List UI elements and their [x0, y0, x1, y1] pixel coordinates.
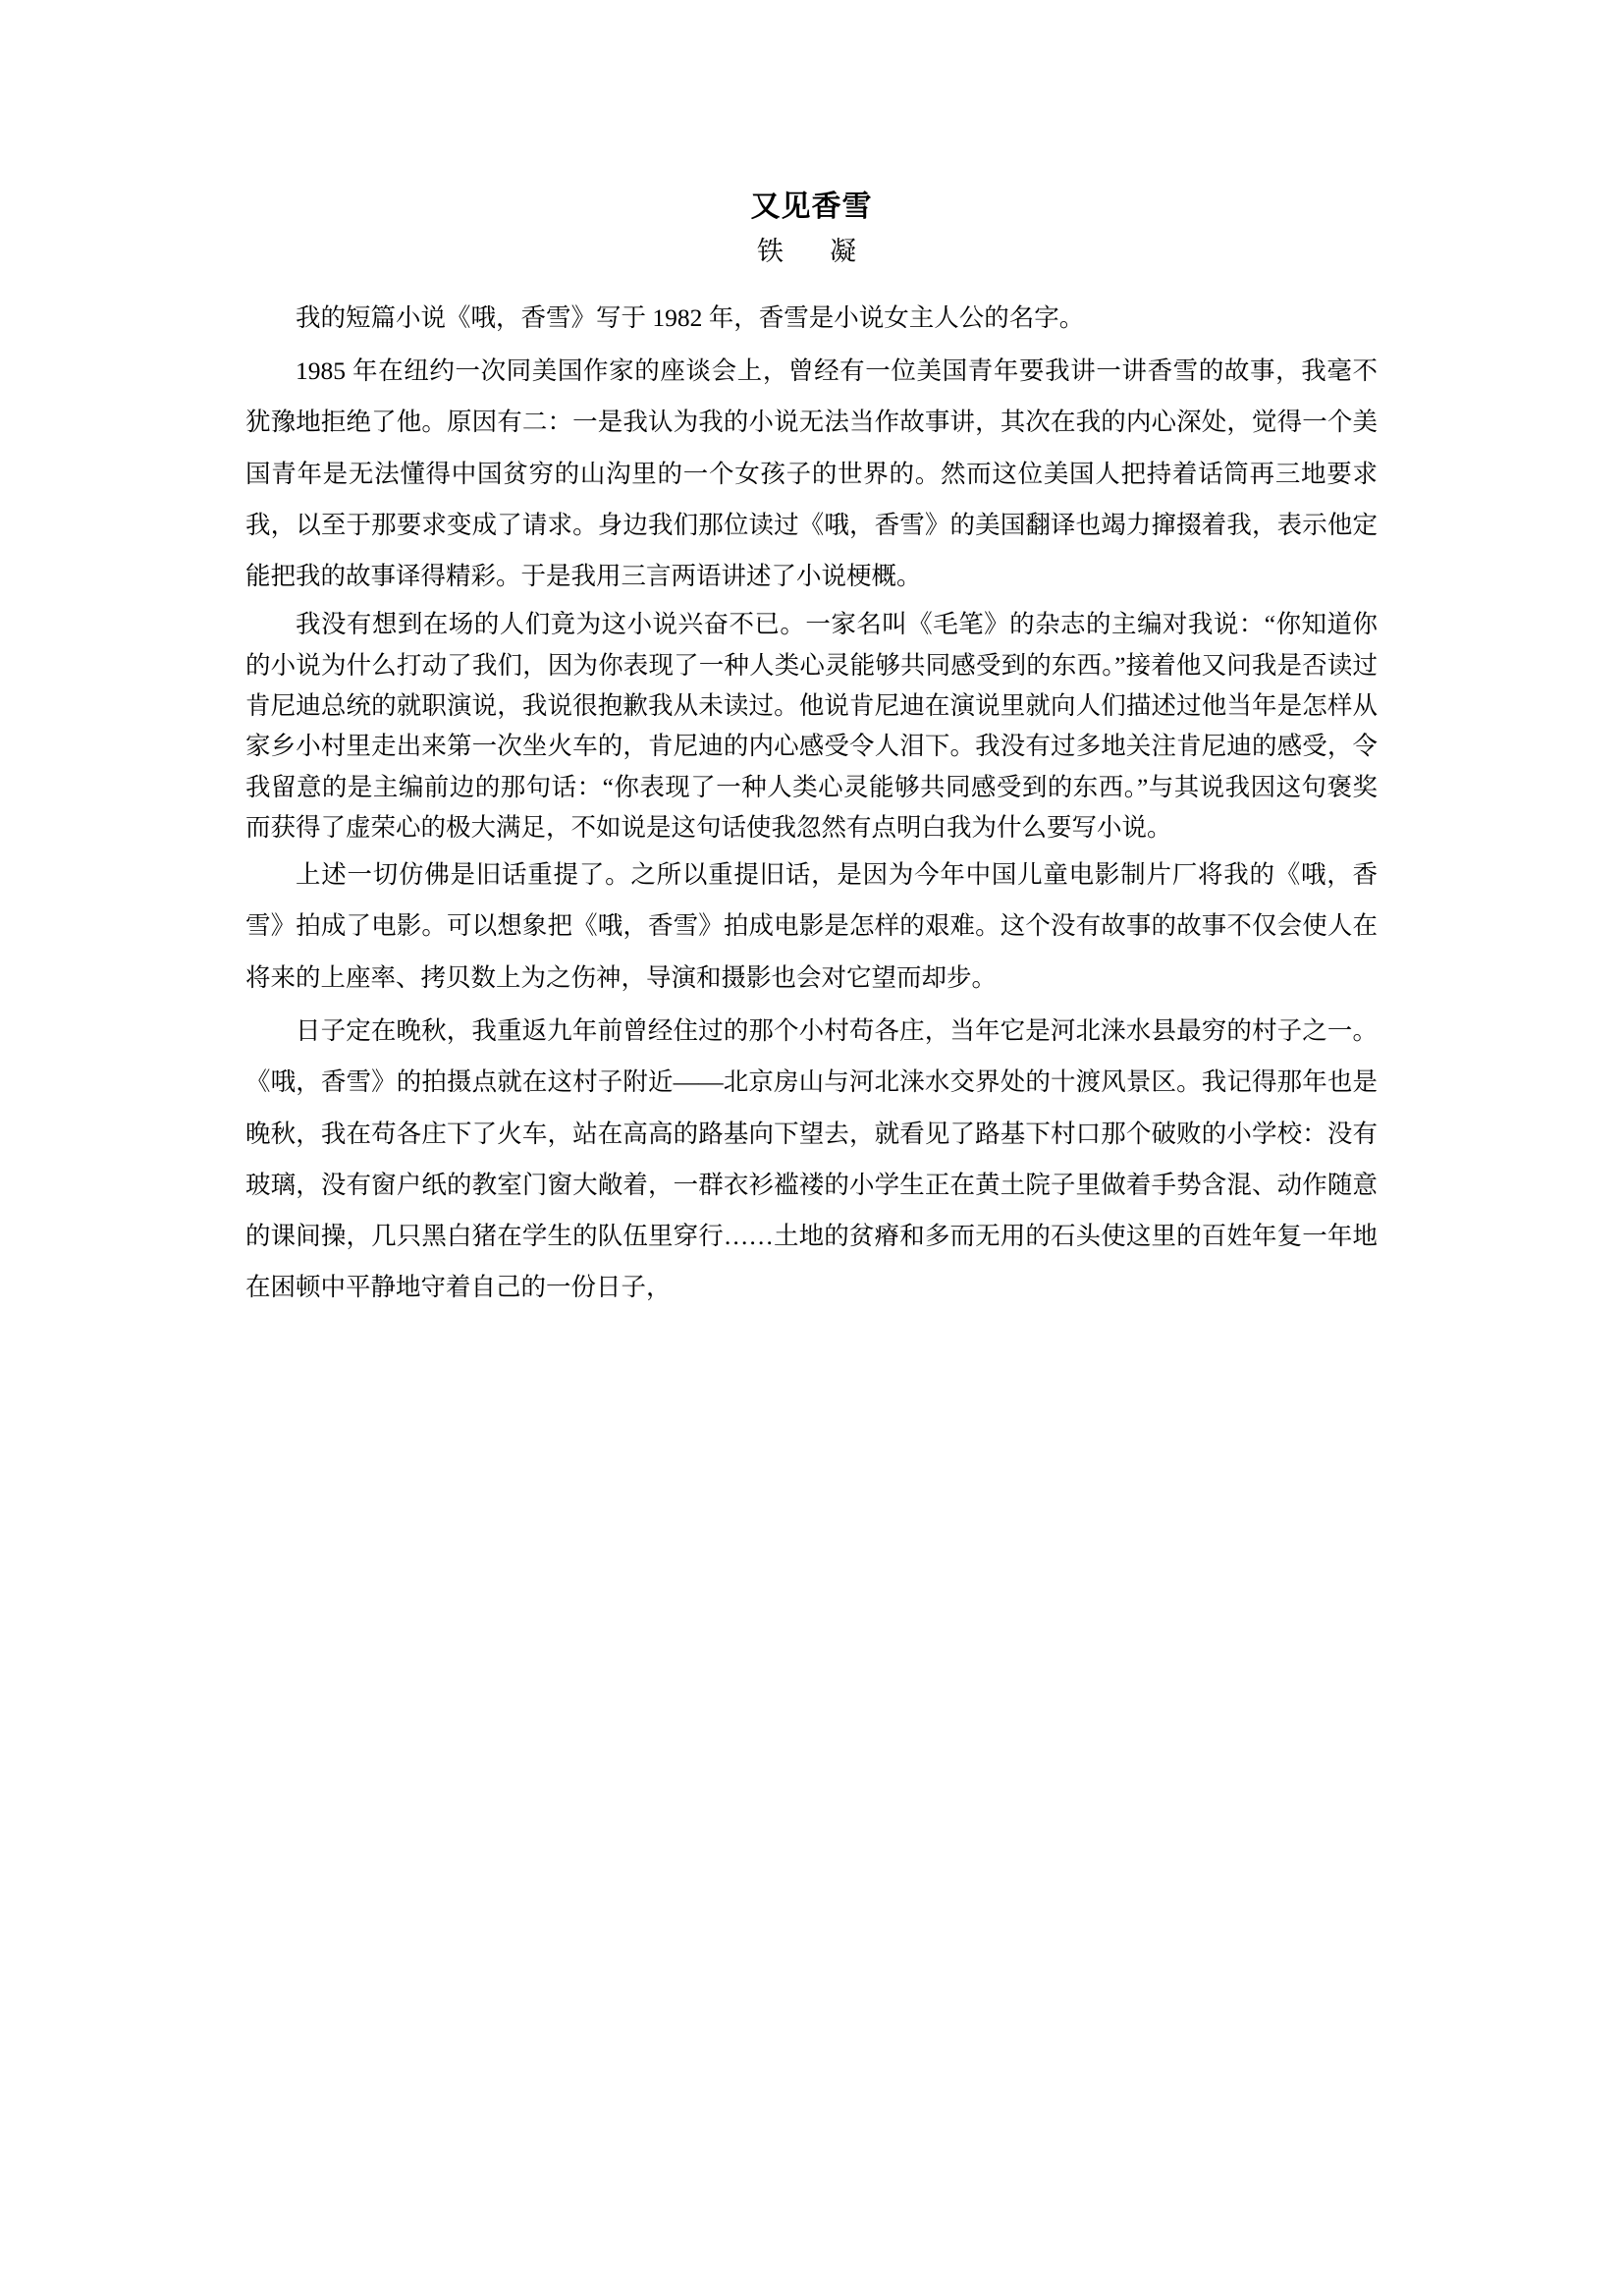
author-line: 铁 凝 [757, 237, 866, 266]
paragraph-3: 我没有想到在场的人们竟为这小说兴奋不已。一家名叫《毛笔》的杂志的主编对我说：“你知道你的小说为什么打动了我们，因为你表现了一种人类心灵能够共同感受到的东西。”接着他又问我是否读过肯尼迪总统的就职演说，我说很抱歉我从未读过。他说肯尼迪在演说里就向人们描述过他当年是怎样从家乡小村里走出来第一次坐火车的，肯尼迪的内心感受令人泪下。我没有过多地关注肯尼迪的感受，令我留意的是主编前边的那句话：“你表现了一种人类心灵能够共同感受到的东西。”与其说我因这句褒奖而获得了虚荣心的极大满足，不如说是这句话使我忽然有点明白我为什么要写小说。 [245, 610, 1378, 842]
paragraph-5: 日子定在晚秋，我重返九年前曾经住过的那个小村苟各庄，当年它是河北涞水县最穷的村子之一。《哦，香雪》的拍摄点就在这村子附近——北京房山与河北涞水交界处的十渡风景区。我记得那年也是晚秋，我在苟各庄下了火车，站在高高的路基向下望去，就看见了路基下村口那个破败的小学校：没有玻璃，没有窗户纸的教室门窗大敞着，一群衣衫褴褛的小学生正在黄土院子里做着手势含混、动作随意的课间操，几只黑白猪在学生的队伍里穿行……土地的贫瘠和多而无用的石头使这里的百姓年复一年地在困顿中平静地守着自己的一份日子， [245, 1015, 1378, 1302]
paragraph-2: 1985 年在纽约一次同美国作家的座谈会上，曾经有一位美国青年要我讲一讲香雪的故事，我毫不犹豫地拒绝了他。原因有二：一是我认为我的小说无法当作故事讲，其次在我的内心深处，觉得一个美国青年是无法懂得中国贫穷的山沟里的一个女孩子的世界的。然而这位美国人把持着话筒再三地要求我，以至于那要求变成了请求。身边我们那位读过《哦，香雪》的美国翻译也竭力撺掇着我，表示他定能把我的故事译得精彩。于是我用三言两语讲述了小说梗概。 [245, 356, 1378, 591]
paragraph-1: 我的短篇小说《哦，香雪》写于 1982 年，香雪是小说女主人公的名字。 [296, 302, 1085, 332]
paragraph-4: 上述一切仿佛是旧话重提了。之所以重提旧话，是因为今年中国儿童电影制片厂将我的《哦，香雪》拍成了电影。可以想象把《哦，香雪》拍成电影是怎样的艰难。这个没有故事的故事不仅会使人在将来的上座率、拷贝数上为之伤神，导演和摄影也会对它望而却步。 [245, 860, 1378, 992]
document-body [245, 293, 1378, 1314]
page-title: 又见香雪 [750, 191, 873, 223]
